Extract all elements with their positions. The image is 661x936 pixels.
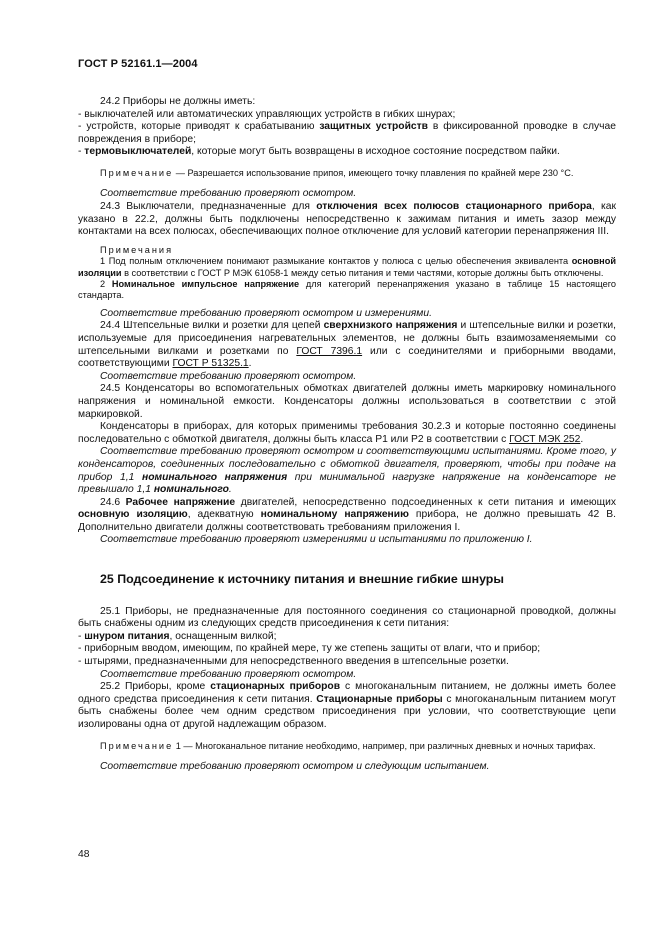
note-text: 1 — Многоканальное питание необходимо, например, при различных дневных и ночных тарифах. [173, 740, 596, 751]
text-run: 24.3 Выключатели, предназначенные для [100, 200, 317, 212]
text-run: с многоканальным питанием, не должны иметь более одного средства присоединения к сети питания. [78, 681, 616, 705]
text-run: прибора, не должно превышать 42 В. Дополнительно двигатели должны соответствовать требованиям приложения I. [78, 509, 616, 533]
clause-24-5a: 24.5 Конденсаторы во вспомогательных обмотках двигателей должны иметь маркировку номинального напряжения и номинальной емкости. Конденсаторы должны использоваться в соответствии с этой маркировкой. [78, 383, 616, 420]
text-run: в фиксированной проводке в случае повреждения в приборе; [78, 121, 616, 145]
text-run: или с соединителями и приборными вводами, соответствующими [78, 345, 616, 370]
clause-24-6 [78, 497, 616, 535]
text-run: - устройств, которые приводят к срабатыванию [78, 121, 320, 133]
compliance-check-24-3: Соответствие требованию проверяют осмотром и измерениями. [100, 307, 432, 319]
text-run: двигателей, непосредственно подсоединенных к сети питания и имеющих [235, 496, 617, 508]
text-run: Конденсаторы в приборах, для которых применимы требования 30.2.3 и которые постоянно соединены последовательно с обмоткой двигателя, должны быть класса Р1 или Р2 в соответствии с [78, 421, 616, 445]
term-bold: Стационарные приборы [316, 693, 443, 705]
text-run: для категорий перенапряжения указано в таблице 15 настоящего стандарта. [78, 278, 616, 301]
text-run: 24.6 [100, 496, 126, 508]
text-run: . [580, 433, 584, 445]
term-bold: номинального напряжения [141, 471, 288, 483]
text-run: и штепсельные вилки и розетки, используемые для присоединения нагревательных элементов, не должны быть взаимозаменяемыми со штепсельными вилками и розетками по [78, 320, 616, 357]
term-bold: номинальному напряжению [260, 509, 409, 521]
compliance-check-24-5 [78, 446, 616, 496]
note-24-3-1 [78, 256, 616, 279]
text-run: 24.4 Штепсельные вилки и розетки для цепей [100, 320, 324, 332]
text-run: 2 [100, 278, 112, 289]
text-run: с многоканальным питанием могут быть снабжены более чем одним средством присоединения при условии, что соответствующие цепи изолированы одна от другой надлежащим образом. [78, 693, 616, 730]
term-bold: Номинальное импульсное напряжение [111, 278, 300, 289]
text-run: Соответствие требованию проверяют осмотром и соответствующими испытаниями. Кроме того, у конденсаторов, соединенных последовательно с обмоткой двигателя, проверяют, чтобы при подаче на прибор 1,1 [78, 446, 616, 483]
term-bold: номинального [153, 484, 229, 496]
clause-24-2-item3 [78, 146, 616, 159]
text-run: . [248, 358, 252, 370]
clause-25-1-item1 [78, 631, 616, 644]
text-run: при минимальной нагрузке напряжение на конденсаторе не превышало 1,1 [78, 471, 616, 496]
note-24-2 [78, 168, 616, 179]
text-run: в соответствии с ГОСТ Р МЭК 61058-1 между сетью питания и теми частями, которые должны быть отключены. [121, 267, 604, 278]
compliance-check-24-2: Соответствие требованию проверяют осмотром. [100, 188, 357, 200]
clause-24-2-intro: 24.2 Приборы не должны иметь: [100, 96, 256, 107]
text-run: 25.2 Приборы, кроме [100, 681, 211, 693]
term-bold: основной изоляции [78, 256, 616, 278]
clause-24-2-item2 [78, 121, 616, 146]
compliance-check-25-2: Соответствие требованию проверяют осмотром и следующим испытанием. [100, 761, 490, 772]
text-run: 1 Под полным отключением понимают размыкание контактов у полюса с целью обеспечения эквивалента [100, 256, 572, 267]
standard-reference-link[interactable]: ГОСТ 7396.1 [296, 345, 363, 357]
compliance-check-25-1: Соответствие требованию проверяют осмотром. [100, 668, 357, 680]
term-bold: защитных устройств [319, 121, 428, 133]
term-bold: основную изоляцию [78, 509, 188, 521]
term-bold: отключения всех полюсов стационарного прибора [316, 200, 592, 212]
clause-24-5b [78, 421, 616, 446]
term-bold: термовыключателей [84, 146, 192, 158]
term-bold: шнуром питания [84, 630, 170, 642]
note-label: Примечание [100, 740, 174, 751]
text-run: , которые могут быть возвращены в исходное состояние посредством пайки. [191, 146, 560, 158]
compliance-check-24-4: Соответствие требованию проверяют осмотром. [100, 370, 357, 382]
clause-24-4 [78, 320, 616, 370]
clause-25-2 [78, 681, 616, 731]
compliance-check-24-6: Соответствие требованию проверяют измерениями и испытаниями по приложению I. [100, 534, 533, 546]
note-label: Примечания [100, 244, 174, 255]
note-24-3-2 [78, 279, 616, 302]
standard-reference-link[interactable]: ГОСТ Р 51325.1 [172, 358, 249, 370]
term-bold: сверхнизкого напряжения [323, 320, 458, 332]
note-label: Примечание [100, 167, 174, 178]
document-header: ГОСТ Р 52161.1—2004 [78, 58, 198, 70]
text-run: , как указано в 22.2, должны быть подключены непосредственно к зажимам питания и иметь зазор между контактами на всех полюсах, обеспечивающих полное отключение для условий категории перенапряжения III. [78, 200, 616, 238]
note-25-2 [78, 741, 616, 752]
clause-25-1-item2: - приборным вводом, имеющим, по крайней мере, ту же степень защиты от влаги, что и прибор; [78, 643, 541, 655]
notes-24-3-label [78, 245, 616, 256]
clause-25-1-item3: - штырями, предназначенными для непосредственного введения в штепсельные розетки. [78, 656, 509, 668]
clause-24-2-item1: - выключателей или автоматических управляющих устройств в гибких шнурах; [78, 108, 456, 120]
text-run: , оснащенным вилкой; [169, 630, 277, 642]
document-body [78, 96, 616, 774]
term-bold: Рабочее напряжение [125, 496, 236, 508]
section-25-heading: 25 Подсоединение к источнику питания и внешние гибкие шнуры [100, 572, 504, 587]
clause-24-3 [78, 201, 616, 239]
text-run: - [78, 146, 85, 158]
text-run: , адекватную [187, 509, 261, 521]
term-bold: стационарных приборов [210, 681, 341, 693]
page-number: 48 [78, 849, 90, 860]
standard-reference-link[interactable]: ГОСТ МЭК 252 [509, 433, 581, 445]
text-run: - [78, 630, 85, 642]
clause-25-1-intro: 25.1 Приборы, не предназначенные для постоянного соединения со стационарной проводкой, должны быть снабжены одним из следующих средств присоединения к сети питания: [78, 605, 616, 630]
note-text: — Разрешается использование припоя, имеющего точку плавления по крайней мере 230 °С. [173, 167, 574, 178]
text-run: . [228, 484, 232, 496]
